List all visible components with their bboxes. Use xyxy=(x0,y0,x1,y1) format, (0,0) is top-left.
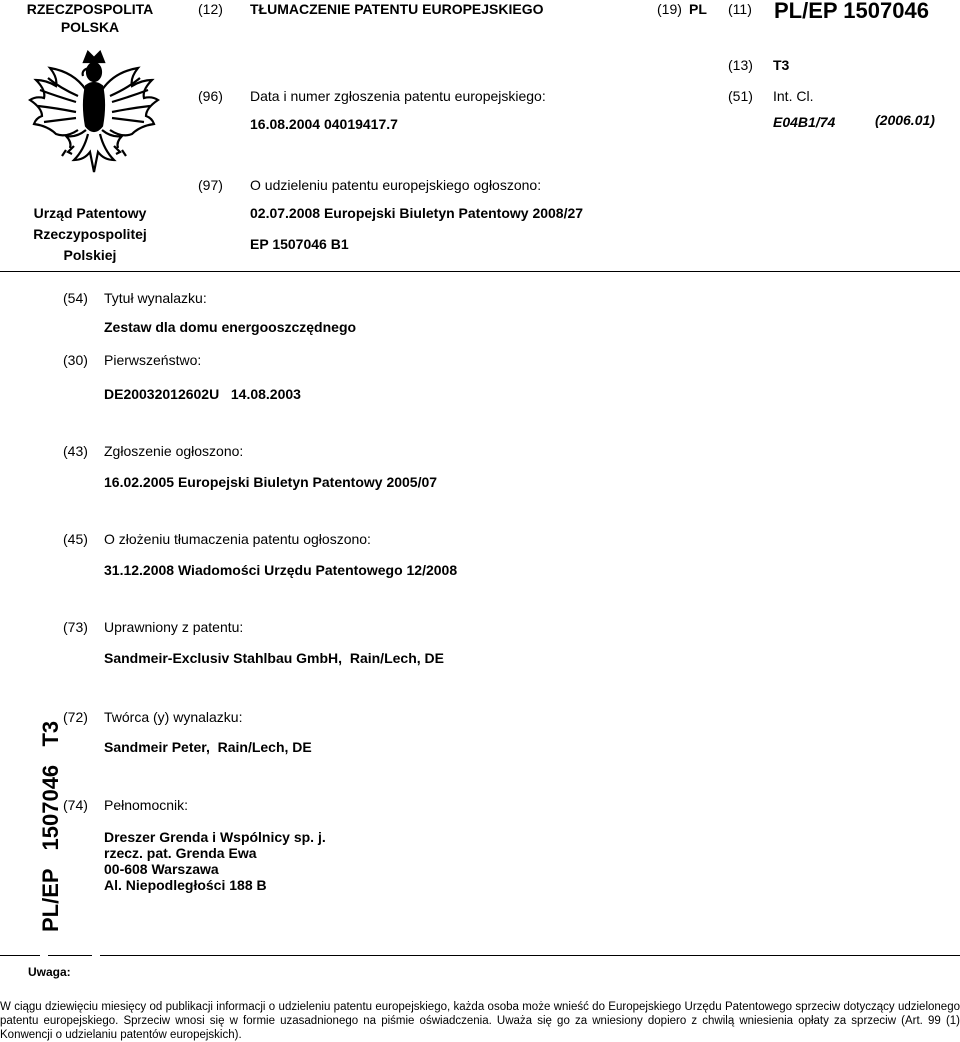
code-51: (51) xyxy=(728,88,753,104)
code-74: (74) xyxy=(63,797,88,813)
code-73: (73) xyxy=(63,619,88,635)
proprietor-value: Sandmeir-Exclusiv Stahlbau GmbH, Rain/Lech, DE xyxy=(104,650,444,666)
kind-code: T3 xyxy=(773,57,790,73)
int-cl-label: Int. Cl. xyxy=(773,88,814,104)
code-72: (72) xyxy=(63,709,88,725)
translation-value: 31.12.2008 Wiadomości Urzędu Patentowego 12/2008 xyxy=(104,562,458,578)
country-code: PL xyxy=(689,1,707,17)
grant-value: 02.07.2008 Europejski Biuletyn Patentowy 2008/27 xyxy=(250,205,584,221)
footer-divider-mid xyxy=(48,955,92,956)
translation-label: O złożeniu tłumaczenia patentu ogłoszono: xyxy=(104,531,371,547)
footer-divider-right xyxy=(100,955,960,956)
header-divider xyxy=(0,271,960,272)
application-label: Data i numer zgłoszenia patentu europejskiego: xyxy=(250,88,546,104)
code-12: (12) xyxy=(198,1,223,17)
vertical-patent-label: PL/EP 1507046 T3 xyxy=(38,720,63,932)
notice-title: Uwaga: xyxy=(28,965,71,979)
footer-divider-left xyxy=(0,955,40,956)
notice-text: W ciągu dziewięciu miesięcy od publikacji informacji o udzieleniu patentu europejskiego, każda osoba może wnieść do Europejskiego Urzędu Patentowego sprzeciw dotyczący udzielonego patentu europejskiego. Sprzeciw wnosi się w formie uzasadnionego na piśmie oświadczenia. Uważa się go za wniesiony dopiero z chwilą wniesienia opłaty za sprzeciw (Art. 99 (1) Konwencji o udzielaniu patentów europejskich). xyxy=(0,1001,960,1041)
grant-label: O udzieleniu patentu europejskiego ogłoszono: xyxy=(250,177,542,193)
ep-number: EP 1507046 B1 xyxy=(250,236,349,252)
polish-eagle-emblem xyxy=(26,46,162,182)
code-11: (11) xyxy=(728,1,752,17)
proprietor-label: Uprawniony z patentu: xyxy=(104,619,244,635)
country-name: RZECZPOSPOLITA POLSKA xyxy=(26,1,154,35)
code-45: (45) xyxy=(63,531,88,547)
code-43: (43) xyxy=(63,443,88,459)
code-30: (30) xyxy=(63,352,88,368)
int-cl-date: (2006.01) xyxy=(875,112,935,128)
invention-title: Zestaw dla domu energooszczędnego xyxy=(104,319,357,335)
code-97: (97) xyxy=(198,177,223,193)
document-type: TŁUMACZENIE PATENTU EUROPEJSKIEGO xyxy=(250,1,544,17)
application-published-label: Zgłoszenie ogłoszono: xyxy=(104,443,244,459)
priority-label: Pierwszeństwo: xyxy=(104,352,202,368)
application-value: 16.08.2004 04019417.7 xyxy=(250,116,398,132)
code-13: (13) xyxy=(728,57,753,73)
application-published-value: 16.02.2005 Europejski Biuletyn Patentowy 2005/07 xyxy=(104,474,438,490)
code-96: (96) xyxy=(198,88,223,104)
code-19: (19) xyxy=(657,1,682,17)
patent-number: PL/EP 1507046 xyxy=(774,0,929,23)
patent-office-name: Urząd Patentowy Rzeczypospolitej Polskiej xyxy=(33,205,147,263)
int-cl-value: E04B1/74 xyxy=(773,114,836,130)
inventor-value: Sandmeir Peter, Rain/Lech, DE xyxy=(104,739,312,755)
priority-value: DE20032012602U 14.08.2003 xyxy=(104,386,301,402)
agent-address: Dreszer Grenda i Wspólnicy sp. j. rzecz. pat. Grenda Ewa 00-608 Warszawa Al. Niepodległości 188 B xyxy=(104,829,326,893)
code-54: (54) xyxy=(63,290,88,306)
agent-label: Pełnomocnik: xyxy=(104,797,189,813)
inventor-label: Twórca (y) wynalazku: xyxy=(104,709,243,725)
title-label: Tytuł wynalazku: xyxy=(104,290,207,306)
